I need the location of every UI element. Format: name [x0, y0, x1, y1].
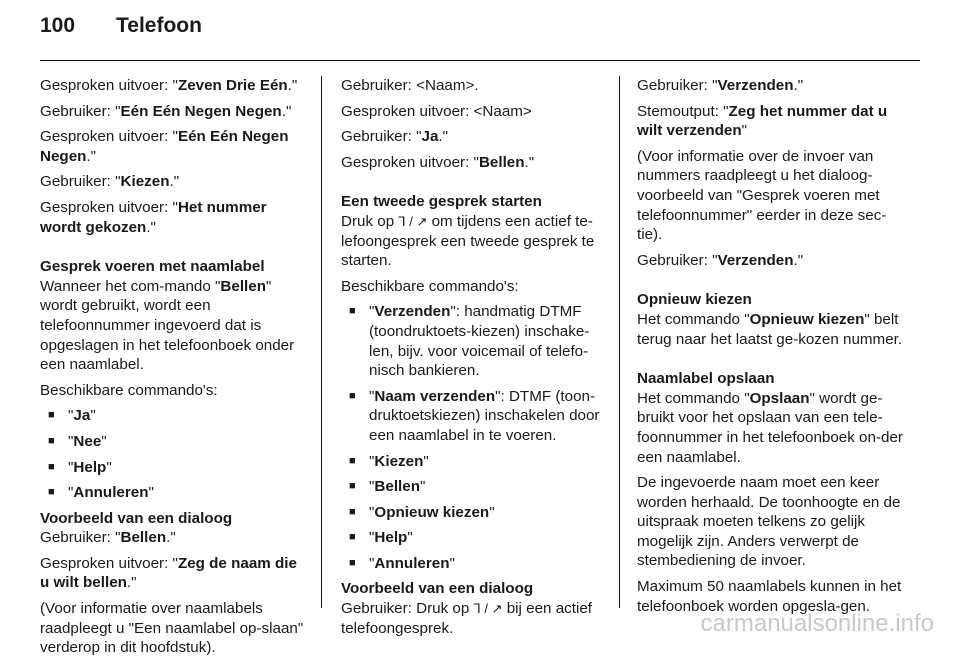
dialog-line: Gesproken uitvoer: "Eén Eén Negen Negen." — [40, 128, 289, 165]
column-divider — [619, 76, 620, 608]
paragraph: (Voor informatie over naamlabels raadpleegt u "Een naamlabel op-slaan" verderop in dit hoofdstuk). — [40, 600, 304, 657]
section-heading: Gesprek voeren met naamlabel — [40, 258, 265, 276]
page-number: 100 — [40, 14, 76, 37]
dialog-line: Gebruiker: "Bellen." — [40, 529, 176, 547]
section-heading: Voorbeeld van een dialoog — [341, 580, 534, 598]
list-item: ■ "Annuleren" — [40, 483, 308, 503]
dialog-line: Gebruiker: "Kiezen." — [40, 173, 180, 191]
dialog-line: Gebruiker: "Eén Eén Negen Negen." — [40, 102, 292, 120]
phone-icon: ⅂ / ↗ — [398, 213, 428, 229]
dialog-line: Gebruiker: "Ja." — [341, 128, 449, 146]
watermark: carmanualsonline.info — [700, 610, 934, 637]
list-item: ■ "Help" — [40, 458, 308, 478]
paragraph: Maximum 50 naamlabels kunnen in het telefoonboek worden opgesla-gen. — [637, 578, 902, 615]
dialog-line: Gesproken uitvoer: "Bellen." — [341, 153, 535, 171]
column-divider — [321, 76, 322, 608]
header-rule — [40, 60, 920, 61]
list-item: ■ "Nee" — [40, 432, 308, 452]
phone-icon: ⅂ / ↗ — [473, 601, 503, 617]
column-1 — [40, 76, 308, 664]
dialog-line: Gesproken uitvoer: "Zeg de naam die u wilt bellen." — [40, 554, 297, 592]
dialog-line: Gesproken uitvoer: <Naam> — [341, 102, 532, 120]
column-2 — [341, 76, 605, 644]
paragraph: Gebruiker: Druk op ⅂ / ↗ bij een actief telefoongesprek. — [341, 600, 593, 637]
dialog-line: Gebruiker: <Naam>. — [341, 77, 479, 94]
dialog-line: Gesproken uitvoer: "Zeven Drie Eén." — [40, 77, 298, 94]
list-item: ■ "Opnieuw kiezen" — [341, 503, 605, 523]
dialog-line: Gebruiker: "Verzenden." — [637, 251, 804, 269]
list-item: ■ "Help" — [341, 528, 605, 548]
paragraph: Beschikbare commando's: — [40, 381, 218, 399]
dialog-line: Gesproken uitvoer: "Het nummer wordt gekozen." — [40, 198, 267, 236]
dialog-line: Stemoutput: "Zeg het nummer dat u wilt verzenden" — [637, 102, 888, 140]
list-item: ■ "Kiezen" — [341, 452, 605, 472]
section-heading: Een tweede gesprek starten — [341, 193, 542, 211]
dialog-line: Gebruiker: "Verzenden." — [637, 77, 804, 94]
list-item: ■ "Verzenden": handmatig DTMF (toondruktoets-kiezen) inschake-len, bijv. voor voicemail of telefo-nisch bankieren. — [341, 302, 605, 380]
paragraph: Druk op ⅂ / ↗ om tijdens een actief te-lefoongesprek een tweede gesprek te starten. — [341, 212, 595, 270]
paragraph: Het commando "Opnieuw kiezen" belt terug naar het laatst ge-kozen nummer. — [637, 310, 903, 348]
list-item: ■ "Ja" — [40, 406, 308, 426]
paragraph: (Voor informatie over de invoer van nummers raadpleegt u het dialoog-voorbeeld van "Gesprek voeren met telefoonnummer" eerder in deze sec-tie). — [637, 147, 887, 244]
section-heading: Naamlabel opslaan — [637, 370, 775, 388]
list-item: ■ "Bellen" — [341, 477, 605, 497]
paragraph: Wanneer het com-mando "Bellen" wordt gebruikt, wordt een telefoonnummer ingevoerd dat is opgeslagen in het telefoonboek onder een naamlabel. — [40, 277, 295, 374]
paragraph: De ingevoerde naam moet een keer worden herhaald. De toonhoogte en de uitspraak moeten telkens zo gelijk mogelijk zijn. Anders verwerpt de stembediening de invoer. — [637, 474, 901, 570]
paragraph: Beschikbare commando's: — [341, 277, 519, 295]
list-item: ■ "Annuleren" — [341, 554, 605, 574]
list-item: ■ "Naam verzenden": DTMF (toon-druktoetskiezen) inschakelen door een naamlabel in te voeren. — [341, 387, 605, 446]
paragraph: Het commando "Opslaan" wordt ge-bruikt voor het opslaan van een tele-foonnummer in het telefoonboek on-der een naamlabel. — [637, 389, 903, 466]
section-heading: Opnieuw kiezen — [637, 291, 752, 309]
chapter-title: Telefoon — [116, 14, 202, 37]
section-heading: Voorbeeld van een dialoog — [40, 509, 233, 527]
column-3 — [637, 76, 905, 622]
